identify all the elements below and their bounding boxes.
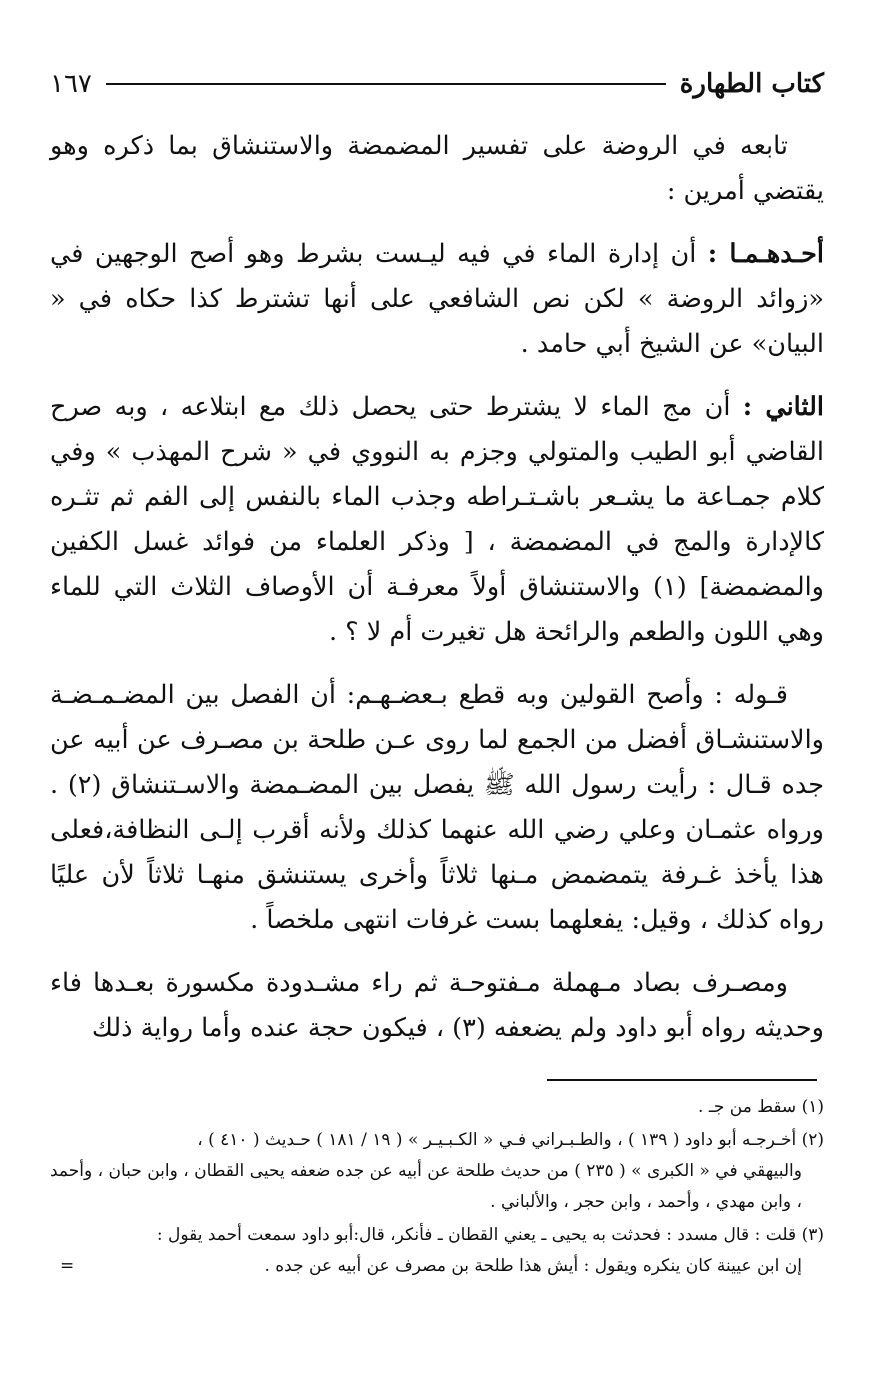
footnote-3 (50, 1220, 824, 1282)
paragraph-1: تابعه في الروضة على تفسير المضمضة والاستنشاق بما ذكره وهو يقتضي أمرين : (50, 131, 824, 206)
footnote-3-first-line: (٣) قلت : قال مسدد : فحدثت به يحيى ـ يعني القطان ـ فأنكر، قال:أبو داود سمعت أحمد يقول : (156, 1225, 824, 1245)
paragraph-2-lead: أحـدهـمـا : (707, 239, 824, 269)
continuation-mark: = (60, 1256, 75, 1276)
footnotes (50, 1092, 824, 1284)
chapter-title: كتاب الطهارة (679, 69, 824, 99)
paragraph-2-text: أن إدارة الماء في فيه ليـست بشرط وهو أصح الوجهين في «زوائد الروضة » لكن نص الشافعي على أنها تشترط كذا حكاه في « البيان» عن الشيخ أبي حامد . (50, 239, 824, 359)
footnote-2 (50, 1125, 824, 1218)
running-header (50, 62, 824, 106)
footnote-3-continuation: إن ابن عيينة كان ينكره ويقول : أيش هذا طلحة بن مصرف عن أبيه عن جده . (264, 1256, 802, 1276)
footnote-2-continuation: والبيهقي في « الكبرى » ( ٢٣٥ ) من حديث طلحة عن أبيه عن جده ضعفه يحيى القطان ، وابن حبان ، وأحمد ، وابن مهدي ، وأحمد ، وابن حجر ، والألباني . (50, 1161, 802, 1212)
footnote-separator (547, 1079, 817, 1081)
footnote-1: (١) سقط من جـ . (698, 1097, 824, 1117)
page-number: ١٦٧ (50, 69, 92, 99)
paragraph-3 (50, 385, 824, 655)
paragraph-4: قـوله : وأصح القولين وبه قطع بـعضـهـم: أن الفصل بين المضـمـضـة والاستنشـاق أفضل من الجمع لما روى عـن طلحة بن مصـرف عن أبيه عن جده قـال : رأيت رسول الله ﷺ يفصل بين المضـمضة والاسـتنشاق (٢) . ورواه عثمـان وعلي رضي الله عنهما كذلك ولأنه أقرب إلـى النظافة،فعلى هذا يأخذ غـرفة يتمضمض مـنها ثلاثاً وأخرى يستنشق منهـا ثلاثاً لأن عليًا رواه كذلك ، وقيل: يفعلهما بست غرفات انتهى ملخصاً . (50, 680, 824, 935)
paragraph-3-lead: الثاني : (742, 392, 824, 422)
footnote-3-continuation-line (50, 1251, 824, 1282)
header-rule (106, 83, 666, 85)
paragraph-5: ومصـرف بصاد مـهملة مـفتوحـة ثم راء مشـدودة مكسورة بعـدها فاء وحديثه رواه أبو داود ولم يضعفه (٣) ، فيكون حجة عنده وأما رواية ذلك (50, 968, 824, 1043)
paragraph-3-text: أن مج الماء لا يشترط حتى يحصل ذلك مع ابتلاعه ، وبه صرح القاضي أبو الطيب والمتولي وجزم به النووي في « شرح المهذب » وفي كلام جمـاعة ما يشـعر باشـتـراطه وجذب الماء بالنفس إلى الفم ثم تثـره كالإدارة والمج في المضمضة ، [ وذكر العلماء من فوائد غسل الكفين والمضمضة] (١) والاستنشاق أولاً معرفـة أن الأوصاف الثلاث التي للماء وهي اللون والطعم والرائحة هل تغيرت أم لا ؟ . (50, 392, 824, 647)
main-text (50, 124, 824, 1069)
paragraph-2 (50, 232, 824, 367)
footnote-2-first-line: (٢) أخـرجـه أبو داود ( ١٣٩ ) ، والطـبـراني فـي « الكـبـيـر » ( ١٩ / ١٨١ ) حـديث ( ٤١٠ ) ، (197, 1130, 824, 1150)
